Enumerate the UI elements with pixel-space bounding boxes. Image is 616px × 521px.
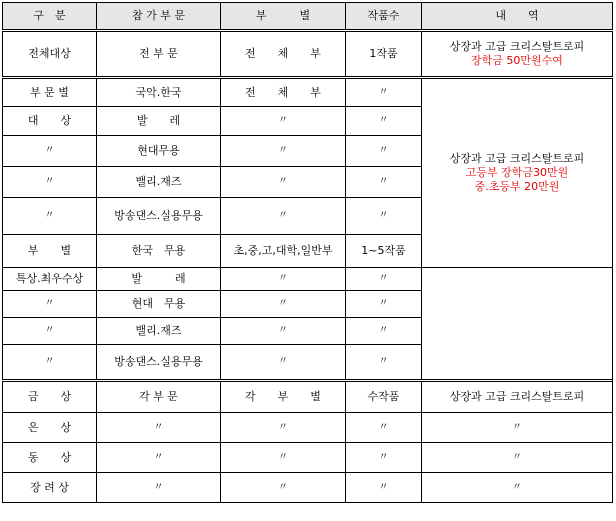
cell-works-count: 1~5작품: [346, 235, 422, 268]
cell-group: 〃: [221, 268, 346, 291]
cell-works-count: 〃: [346, 413, 422, 443]
cell-works-count: 〃: [346, 345, 422, 381]
cell-division: 현대무용: [97, 136, 221, 167]
cell-division: 방송댄스.실용무용: [97, 345, 221, 381]
cell-details: [422, 31, 613, 78]
cell-works-count: 〃: [346, 268, 422, 291]
cell-works-count: 〃: [346, 473, 422, 503]
cell-details: 〃: [422, 473, 613, 503]
cell-category: 부 문 별: [3, 78, 97, 107]
cell-category: 장 려 상: [3, 473, 97, 503]
header-works-count: 작품수: [346, 3, 422, 31]
table-row: [3, 78, 613, 107]
cell-division: 현대 무용: [97, 291, 221, 318]
cell-works-count: 1작품: [346, 31, 422, 78]
table-row: [3, 413, 613, 443]
table-row: [3, 473, 613, 503]
cell-group: 〃: [221, 318, 346, 345]
header-group: 부 별: [221, 3, 346, 31]
cell-division: 발 레: [97, 268, 221, 291]
details-highlight: 중.초등부 20만원: [474, 180, 560, 193]
header-division: 참 가 부 문: [97, 3, 221, 31]
cell-works-count: 〃: [346, 318, 422, 345]
cell-group: 〃: [221, 198, 346, 235]
cell-group: 각 부 별: [221, 381, 346, 413]
details-highlight: 장학금 50만원수여: [471, 54, 563, 67]
cell-works-count: 〃: [346, 136, 422, 167]
cell-group: 〃: [221, 413, 346, 443]
cell-division: 〃: [97, 443, 221, 473]
cell-division: 발 레: [97, 107, 221, 136]
details-line: 상장과 고급 크리스탈트로피: [449, 40, 585, 53]
cell-category: 대 상: [3, 107, 97, 136]
cell-group: 〃: [221, 291, 346, 318]
cell-category: 은 상: [3, 413, 97, 443]
table-row: [3, 268, 613, 291]
cell-group: 전 체 부: [221, 31, 346, 78]
cell-category: 〃: [3, 136, 97, 167]
cell-works-count: 〃: [346, 443, 422, 473]
table-row: [3, 381, 613, 413]
cell-division: 〃: [97, 473, 221, 503]
cell-details: 〃: [422, 443, 613, 473]
cell-details: [422, 78, 613, 268]
award-table: [2, 2, 613, 503]
cell-division: 〃: [97, 413, 221, 443]
details-highlight: 고등부 장학금30만원: [465, 166, 569, 179]
cell-category: 금 상: [3, 381, 97, 413]
cell-category: 전체대상: [3, 31, 97, 78]
table-header-row: [3, 3, 613, 31]
cell-division: 각 부 문: [97, 381, 221, 413]
cell-category: 〃: [3, 318, 97, 345]
details-line: 상장과 고급 크리스탈트로피: [449, 152, 585, 165]
cell-category: 특상.최우수상: [3, 268, 97, 291]
cell-division: 국악.한국: [97, 78, 221, 107]
header-details: 내 역: [422, 3, 613, 31]
cell-group: 초,중,고,대학,일반부: [221, 235, 346, 268]
cell-works-count: 〃: [346, 198, 422, 235]
table-row: [3, 318, 613, 345]
cell-details: 상장과 고급 크리스탈트로피: [422, 381, 613, 413]
cell-division: 한국 무용: [97, 235, 221, 268]
table-row: [3, 31, 613, 78]
table-row: [3, 345, 613, 381]
cell-group: 〃: [221, 136, 346, 167]
cell-group: 〃: [221, 345, 346, 381]
cell-category: 〃: [3, 291, 97, 318]
cell-category: 〃: [3, 345, 97, 381]
table-row: [3, 291, 613, 318]
table-row: [3, 443, 613, 473]
cell-details: 〃: [422, 413, 613, 443]
cell-works-count: 〃: [346, 291, 422, 318]
cell-group: 〃: [221, 443, 346, 473]
cell-works-count: 수작품: [346, 381, 422, 413]
cell-group: 전 체 부: [221, 78, 346, 107]
cell-group: 〃: [221, 107, 346, 136]
cell-group: 〃: [221, 473, 346, 503]
cell-division: 방송댄스.실용무용: [97, 198, 221, 235]
cell-category: 동 상: [3, 443, 97, 473]
header-category: 구 분: [3, 3, 97, 31]
cell-division: 밸리.재즈: [97, 167, 221, 198]
cell-group: 〃: [221, 167, 346, 198]
cell-works-count: 〃: [346, 167, 422, 198]
cell-works-count: 〃: [346, 78, 422, 107]
cell-category: 부 별: [3, 235, 97, 268]
cell-division: 밸리.재즈: [97, 318, 221, 345]
cell-category: 〃: [3, 198, 97, 235]
cell-division: 전 부 문: [97, 31, 221, 78]
cell-works-count: 〃: [346, 107, 422, 136]
cell-category: 〃: [3, 167, 97, 198]
